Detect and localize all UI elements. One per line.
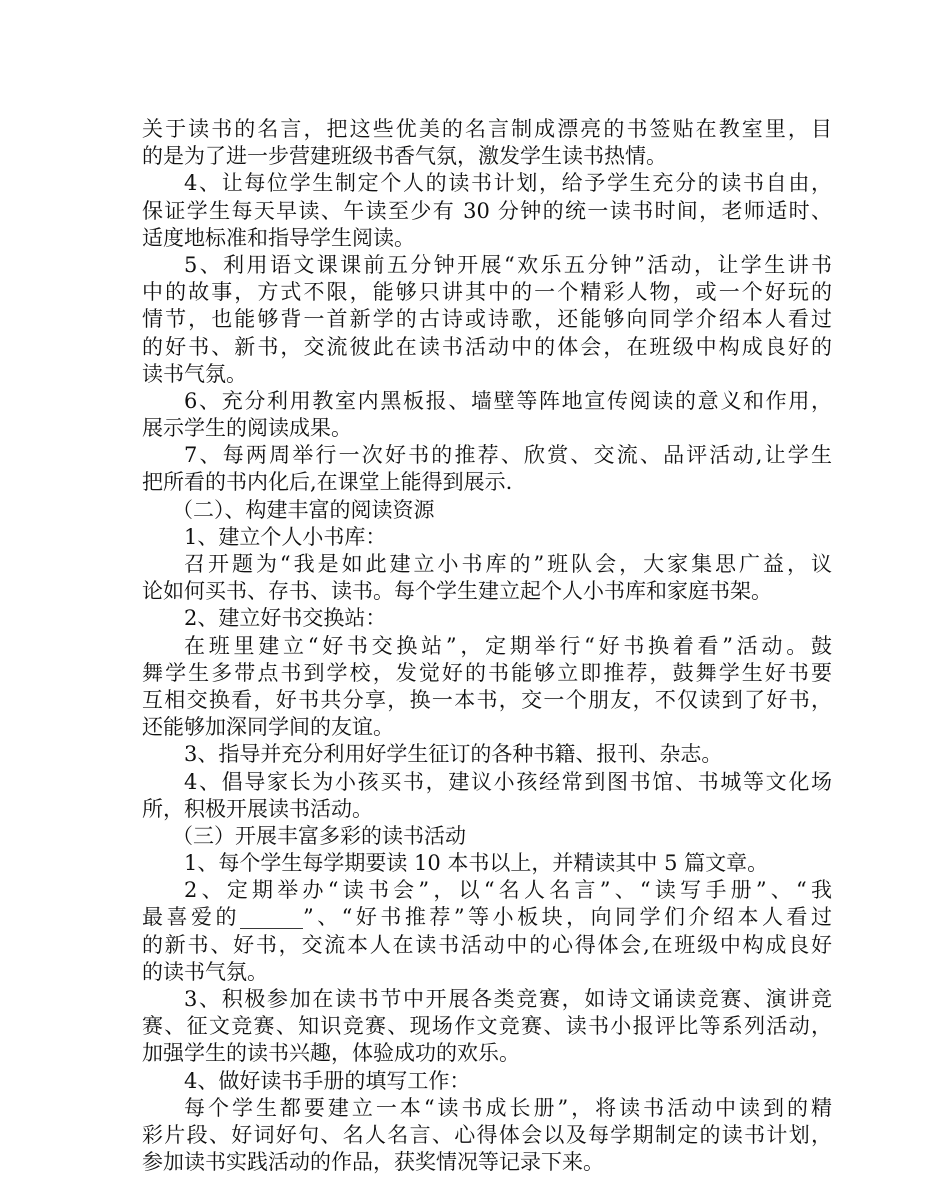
text-line: 赛、征文竞赛、知识竞赛、现场作文竞赛、读书小报评比等系列活动， [142,1014,832,1039]
text-line: 1、每个学生每学期要读 10 本书以上，并精读其中 5 篇文章。 [184,851,769,876]
text-line: 把所看的书内化后,在课堂上能得到展示. [142,470,513,495]
text-line: 2、定期举办“读书会”，以“名人名言”、“读写手册”、“我 [184,878,832,903]
text-line: 的新书、好书，交流本人在读书活动中的心得体会,在班级中构成良好 [142,932,832,957]
text-line: 的是为了进一步营建班级书香气氛，激发学生读书热情。 [142,144,667,169]
document-body [142,116,832,1176]
text-line: 每个学生都要建立一本“读书成长册”，将读书活动中读到的精 [184,1095,832,1120]
text-line: 4、让每位学生制定个人的读书计划，给予学生充分的读书自由， [184,171,832,196]
text-line: 保证学生每天早读、午读至少有 30 分钟的统一读书时间，老师适时、 [142,198,832,223]
text-line: 还能够加深同学间的友谊。 [142,715,394,740]
text-line: 所，积极开展读书活动。 [142,796,373,821]
text-line: 的好书、新书，交流彼此在读书活动中的体会，在班级中构成良好的 [142,334,832,359]
text-line: 6、充分利用教室内黑板报、墙壁等阵地宣传阅读的意义和作用， [184,388,832,413]
text-line: 适度地标准和指导学生阅读。 [142,225,415,250]
text-line: 读书气氛。 [142,361,247,386]
text-line: 1、建立个人小书库： [184,524,387,549]
text-line: 召开题为“我是如此建立小书库的”班队会，大家集思广益，议 [184,552,832,576]
text-line: 情节，也能够背一首新学的古诗或诗歌，还能够向同学介绍本人看过 [142,307,832,332]
text-line: 4、倡导家长为小孩买书，建议小孩经常到图书馆、书城等文化场 [184,769,832,794]
text-line: 中的故事，方式不限，能够只讲其中的一个精彩人物，或一个好玩的 [142,280,832,305]
text-line: 3、积极参加在读书节中开展各类竞赛，如诗文诵读竞赛、演讲竞 [184,987,832,1011]
text-line: 5、利用语文课课前五分钟开展“欢乐五分钟”活动，让学生讲书 [184,252,832,277]
text-line: 3、指导并充分利用好学生征订的各种书籍、报刊、杂志。 [184,742,723,767]
text-line: 论如何买书、存书、读书。每个学生建立起个人小书库和家庭书架。 [142,579,772,604]
text-line: （二）、构建丰富的阅读资源 [172,497,435,522]
text-line: 展示学生的阅读成果。 [142,416,352,441]
text-line: 参加读书实践活动的作品，获奖情况等记录下来。 [142,1150,604,1175]
text-line: 互相交换看，好书共分享，换一本书，交一个朋友，不仅读到了好书， [142,687,832,712]
text-line: 2、建立好书交换站： [184,606,387,631]
text-line: 加强学生的读书兴趣，体验成功的欢乐。 [142,1041,520,1066]
text-line: 舞学生多带点书到学校，发觉好的书能够立即推荐，鼓舞学生好书要 [142,660,832,685]
text-line: 在班里建立“好书交换站”，定期举行“好书换着看”活动。鼓 [184,633,832,658]
text-line: 彩片段、好词好句、名人名言、心得体会以及每学期制定的读书计划， [142,1122,832,1147]
text-line: 关于读书的名言，把这些优美的名言制成漂亮的书签贴在教室里，目 [142,117,832,141]
text-line: 4、做好读书手册的填写工作： [184,1068,471,1093]
text-line: （三）开展丰富多彩的读书活动 [172,823,466,848]
text-line: 的读书气氛。 [142,959,268,984]
text-line: 最喜爱的______”、“好书推荐”等小板块，向同学们介绍本人看过 [142,905,832,930]
text-line: 7、每两周举行一次好书的推荐、欣赏、交流、品评活动,让学生 [184,443,832,468]
